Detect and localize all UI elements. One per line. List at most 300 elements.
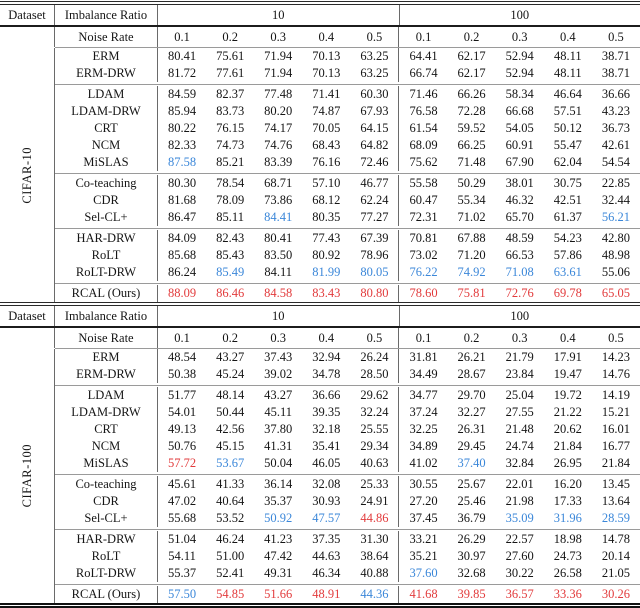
value-cell: 37.35 xyxy=(312,532,341,546)
value-cell: 24.91 xyxy=(350,493,399,510)
value-cell: 72.76 xyxy=(505,286,534,300)
row-values xyxy=(158,209,640,226)
imbalance-value-group xyxy=(158,5,640,25)
value-cell: 49.13 xyxy=(167,422,197,436)
value-cell: 44.63 xyxy=(312,549,341,563)
value-cell: 57.86 xyxy=(553,248,582,262)
row-values xyxy=(158,65,640,82)
value-cell: 67.90 xyxy=(505,155,534,169)
row-values xyxy=(158,421,640,438)
value-cell: 50.04 xyxy=(264,456,293,470)
value-cell: 29.62 xyxy=(350,387,399,404)
value-cell: 76.22 xyxy=(409,265,438,279)
value-cell: 66.26 xyxy=(457,87,486,101)
value-cell: 24.73 xyxy=(553,549,582,563)
value-cell: 80.35 xyxy=(312,210,341,224)
value-cell: 53.52 xyxy=(216,511,245,525)
value-cell: 75.81 xyxy=(457,286,486,300)
value-cell: 36.73 xyxy=(601,121,630,135)
table-row xyxy=(55,531,640,548)
value-cell: 71.08 xyxy=(505,265,534,279)
noise-rate-value: 0.4 xyxy=(559,29,576,44)
value-cell: 45.24 xyxy=(216,367,245,381)
value-cell: 46.24 xyxy=(216,532,245,546)
method-label: RoLT xyxy=(55,247,158,264)
value-cell: 47.02 xyxy=(167,494,197,508)
value-cell: 67.39 xyxy=(350,230,399,247)
value-cell: 35.37 xyxy=(264,494,293,508)
table-row xyxy=(55,285,640,302)
value-cell: 43.27 xyxy=(264,388,293,402)
value-cell: 51.00 xyxy=(216,549,245,563)
value-cell: 61.37 xyxy=(553,210,582,224)
value-cell: 21.98 xyxy=(505,494,534,508)
value-cell: 85.21 xyxy=(216,155,245,169)
value-cell: 48.54 xyxy=(167,350,197,364)
noise-rate-value: 0.4 xyxy=(318,29,335,44)
noise-rate-value: 0.5 xyxy=(608,330,624,345)
value-cell: 30.97 xyxy=(457,549,486,563)
value-cell: 84.58 xyxy=(264,286,293,300)
value-cell: 86.24 xyxy=(167,265,197,279)
value-cell: 71.94 xyxy=(264,66,293,80)
noise-rate-value: 0.1 xyxy=(174,29,190,44)
value-cell: 58.34 xyxy=(505,87,534,101)
method-label: NCM xyxy=(55,438,158,455)
table-row xyxy=(55,510,640,527)
noise-rate-value: 0.3 xyxy=(511,29,528,44)
value-cell: 78.54 xyxy=(216,176,245,190)
value-cell: 51.04 xyxy=(167,532,197,546)
dataset-header-spacer xyxy=(0,328,55,348)
noise-rate-value: 0.4 xyxy=(318,330,335,345)
method-label: Sel-CL+ xyxy=(55,510,158,527)
value-cell: 21.84 xyxy=(553,439,582,453)
group-divider-rule xyxy=(55,84,640,85)
value-cell: 41.68 xyxy=(409,587,438,601)
group-divider-rule xyxy=(55,173,640,174)
header-row-noise xyxy=(0,27,640,47)
noise-rate-values xyxy=(158,328,640,348)
value-cell: 39.35 xyxy=(312,405,341,419)
value-cell: 78.60 xyxy=(409,286,438,300)
noise-rate-label: Noise Rate xyxy=(55,328,158,348)
value-cell: 76.16 xyxy=(312,155,341,169)
method-label: NCM xyxy=(55,137,158,154)
imbalance-value-group xyxy=(158,306,640,326)
value-cell: 46.05 xyxy=(312,456,341,470)
method-label: CRT xyxy=(55,120,158,137)
value-cell: 34.77 xyxy=(409,388,438,402)
value-cell: 37.24 xyxy=(409,405,438,419)
value-cell: 32.44 xyxy=(601,193,630,207)
value-cell: 34.78 xyxy=(312,367,341,381)
value-cell: 76.58 xyxy=(409,104,438,118)
value-cell: 65.70 xyxy=(505,210,534,224)
value-cell: 83.73 xyxy=(216,104,245,118)
value-cell: 86.47 xyxy=(167,210,197,224)
row-values xyxy=(158,476,640,493)
value-cell: 32.18 xyxy=(312,422,341,436)
value-cell: 62.17 xyxy=(457,66,486,80)
value-cell: 36.66 xyxy=(312,388,341,402)
value-cell: 67.93 xyxy=(350,103,399,120)
value-cell: 41.02 xyxy=(409,456,438,470)
value-cell: 24.74 xyxy=(505,439,534,453)
value-cell: 19.47 xyxy=(553,367,582,381)
value-cell: 41.23 xyxy=(264,532,293,546)
value-cell: 50.38 xyxy=(167,367,197,381)
noise-rate-value: 0.5 xyxy=(608,29,624,44)
method-label: Co-teaching xyxy=(55,476,158,493)
value-cell: 48.11 xyxy=(553,66,582,80)
row-values xyxy=(158,438,640,455)
value-cell: 67.88 xyxy=(457,231,486,245)
row-values xyxy=(158,103,640,120)
noise-rate-label: Noise Rate xyxy=(55,27,158,47)
value-cell: 80.05 xyxy=(350,264,399,281)
method-label: ERM-DRW xyxy=(55,366,158,383)
value-cell: 15.21 xyxy=(601,405,630,419)
method-label: MiSLAS xyxy=(55,455,158,472)
table-row xyxy=(55,404,640,421)
imbalance-ratio-label: Imbalance Ratio xyxy=(55,306,158,326)
value-cell: 80.20 xyxy=(264,104,293,118)
value-cell: 83.39 xyxy=(264,155,293,169)
value-cell: 16.01 xyxy=(601,422,630,436)
row-values xyxy=(158,387,640,404)
method-label: RoLT xyxy=(55,548,158,565)
value-cell: 65.05 xyxy=(601,286,630,300)
value-cell: 37.43 xyxy=(264,350,293,364)
method-rows xyxy=(55,349,640,603)
method-label: Sel-CL+ xyxy=(55,209,158,226)
value-cell: 28.50 xyxy=(350,366,399,383)
table-row xyxy=(55,175,640,192)
value-cell: 39.02 xyxy=(264,367,293,381)
table-row xyxy=(55,387,640,404)
value-cell: 42.56 xyxy=(216,422,245,436)
value-cell: 33.21 xyxy=(409,532,438,546)
method-label: RCAL (Ours) xyxy=(55,285,158,302)
method-label: RoLT-DRW xyxy=(55,264,158,281)
value-cell: 54.54 xyxy=(601,155,630,169)
value-cell: 25.67 xyxy=(457,477,486,491)
value-cell: 48.91 xyxy=(312,587,341,601)
value-cell: 69.78 xyxy=(553,286,582,300)
value-cell: 64.82 xyxy=(350,137,399,154)
value-cell: 80.41 xyxy=(167,49,197,63)
value-cell: 46.64 xyxy=(553,87,582,101)
value-cell: 47.57 xyxy=(312,511,341,525)
value-cell: 40.63 xyxy=(350,455,399,472)
value-cell: 21.05 xyxy=(601,566,630,580)
value-cell: 66.53 xyxy=(505,248,534,262)
header-row-imbalance xyxy=(0,5,640,25)
value-cell: 25.04 xyxy=(505,388,534,402)
noise-rate-value: 0.4 xyxy=(559,330,576,345)
value-cell: 13.64 xyxy=(601,494,630,508)
value-cell: 60.91 xyxy=(505,138,534,152)
value-cell: 14.23 xyxy=(601,350,630,364)
value-cell: 66.74 xyxy=(409,66,438,80)
value-cell: 31.81 xyxy=(409,350,438,364)
value-cell: 38.64 xyxy=(350,548,399,565)
value-cell: 73.86 xyxy=(264,193,293,207)
value-cell: 64.41 xyxy=(409,49,438,63)
value-cell: 28.67 xyxy=(457,367,486,381)
value-cell: 47.42 xyxy=(264,549,293,563)
value-cell: 27.55 xyxy=(505,405,534,419)
row-values xyxy=(158,366,640,383)
value-cell: 21.79 xyxy=(505,350,534,364)
table-row xyxy=(55,247,640,264)
table-row xyxy=(55,455,640,472)
value-cell: 20.62 xyxy=(553,422,582,436)
dataset-header-spacer xyxy=(0,27,55,47)
value-cell: 18.98 xyxy=(553,532,582,546)
table-row xyxy=(55,349,640,366)
imbalance-value: 100 xyxy=(510,308,530,323)
value-cell: 14.78 xyxy=(601,532,630,546)
value-cell: 42.51 xyxy=(553,193,582,207)
value-cell: 30.55 xyxy=(409,477,438,491)
value-cell: 71.94 xyxy=(264,49,293,63)
value-cell: 62.04 xyxy=(553,155,582,169)
method-label: ERM xyxy=(55,48,158,65)
method-label: HAR-DRW xyxy=(55,230,158,247)
value-cell: 36.14 xyxy=(264,477,293,491)
value-cell: 85.49 xyxy=(216,265,245,279)
value-cell: 85.94 xyxy=(167,104,197,118)
value-cell: 54.11 xyxy=(168,549,196,563)
value-cell: 84.59 xyxy=(167,87,197,101)
table-row xyxy=(55,137,640,154)
row-values xyxy=(158,120,640,137)
header-row-imbalance xyxy=(0,306,640,326)
value-cell: 63.61 xyxy=(553,265,582,279)
value-cell: 82.37 xyxy=(216,87,245,101)
row-values xyxy=(158,586,640,603)
value-cell: 26.21 xyxy=(457,350,486,364)
value-cell: 27.60 xyxy=(505,549,534,563)
value-cell: 85.68 xyxy=(167,248,197,262)
table-row xyxy=(55,438,640,455)
value-cell: 16.77 xyxy=(601,439,630,453)
value-cell: 41.33 xyxy=(216,477,245,491)
value-cell: 26.24 xyxy=(350,349,399,366)
table-row xyxy=(55,476,640,493)
value-cell: 84.41 xyxy=(264,210,293,224)
noise-rate-value: 0.3 xyxy=(511,330,528,345)
value-cell: 22.01 xyxy=(505,477,534,491)
group-divider-rule xyxy=(55,529,640,530)
value-cell: 25.46 xyxy=(457,494,486,508)
value-cell: 83.50 xyxy=(264,248,293,262)
value-cell: 26.31 xyxy=(457,422,486,436)
value-cell: 44.36 xyxy=(350,586,399,603)
value-cell: 71.02 xyxy=(457,210,486,224)
value-cell: 78.96 xyxy=(350,247,399,264)
table-row xyxy=(55,586,640,603)
value-cell: 52.94 xyxy=(505,49,534,63)
value-cell: 22.85 xyxy=(601,176,630,190)
value-cell: 26.29 xyxy=(457,532,486,546)
value-cell: 22.57 xyxy=(505,532,534,546)
value-cell: 27.20 xyxy=(409,494,438,508)
row-values xyxy=(158,565,640,582)
value-cell: 45.15 xyxy=(216,439,245,453)
row-values xyxy=(158,455,640,472)
row-values xyxy=(158,493,640,510)
value-cell: 38.71 xyxy=(601,66,630,80)
value-cell: 61.54 xyxy=(409,121,438,135)
noise-rate-value: 0.2 xyxy=(463,29,480,44)
noise-rate-value: 0.2 xyxy=(222,29,238,44)
value-cell: 55.06 xyxy=(601,265,630,279)
method-label: CDR xyxy=(55,192,158,209)
value-cell: 57.51 xyxy=(553,104,582,118)
value-cell: 37.80 xyxy=(264,422,293,436)
group-divider-rule xyxy=(55,228,640,229)
value-cell: 75.62 xyxy=(409,155,438,169)
value-cell: 19.72 xyxy=(553,388,582,402)
dataset-cell xyxy=(0,48,55,302)
table-row xyxy=(55,209,640,226)
imbalance-ratio-label: Imbalance Ratio xyxy=(55,5,158,25)
row-values xyxy=(158,531,640,548)
value-cell: 57.72 xyxy=(167,456,197,470)
method-label: ERM-DRW xyxy=(55,65,158,82)
row-values xyxy=(158,285,640,302)
value-cell: 46.34 xyxy=(312,566,341,580)
table-row xyxy=(55,103,640,120)
value-cell: 56.21 xyxy=(601,210,630,224)
value-cell: 30.93 xyxy=(312,494,341,508)
value-cell: 50.44 xyxy=(216,405,245,419)
value-cell: 77.48 xyxy=(264,87,293,101)
value-cell: 32.25 xyxy=(409,422,438,436)
imbalance-value: 10 xyxy=(158,306,400,326)
value-cell: 38.01 xyxy=(505,176,534,190)
value-cell: 70.13 xyxy=(312,66,341,80)
value-cell: 54.01 xyxy=(167,405,197,419)
value-cell: 77.43 xyxy=(312,231,341,245)
value-cell: 20.14 xyxy=(601,549,630,563)
imbalance-value: 10 xyxy=(158,5,400,25)
value-cell: 26.58 xyxy=(553,566,582,580)
method-label: LDAM xyxy=(55,86,158,103)
method-label: HAR-DRW xyxy=(55,531,158,548)
dataset-name: CIFAR-100 xyxy=(19,444,34,508)
noise-rate-value: 0.2 xyxy=(222,330,238,345)
value-cell: 68.09 xyxy=(409,138,438,152)
value-cell: 74.73 xyxy=(216,138,245,152)
method-label: CDR xyxy=(55,493,158,510)
value-cell: 71.48 xyxy=(457,155,486,169)
value-cell: 46.32 xyxy=(505,193,534,207)
row-values xyxy=(158,404,640,421)
value-cell: 29.34 xyxy=(350,438,399,455)
value-cell: 30.26 xyxy=(601,587,630,601)
value-cell: 66.25 xyxy=(457,138,486,152)
value-cell: 54.05 xyxy=(505,121,534,135)
value-cell: 80.41 xyxy=(264,231,293,245)
value-cell: 74.92 xyxy=(457,265,486,279)
value-cell: 29.70 xyxy=(457,388,486,402)
value-cell: 54.85 xyxy=(216,587,245,601)
method-label: LDAM-DRW xyxy=(55,404,158,421)
value-cell: 63.25 xyxy=(350,48,399,65)
method-label: RCAL (Ours) xyxy=(55,586,158,603)
value-cell: 36.66 xyxy=(601,87,630,101)
table-row xyxy=(55,48,640,65)
value-cell: 32.94 xyxy=(312,350,341,364)
value-cell: 68.12 xyxy=(312,193,341,207)
value-cell: 55.68 xyxy=(167,511,197,525)
table-row xyxy=(55,120,640,137)
dataset-cell xyxy=(0,349,55,603)
value-cell: 78.09 xyxy=(216,193,245,207)
noise-rate-value: 0.1 xyxy=(174,330,190,345)
method-label: CRT xyxy=(55,421,158,438)
header-row-noise xyxy=(0,328,640,348)
value-cell: 33.36 xyxy=(553,587,582,601)
value-cell: 72.46 xyxy=(350,154,399,171)
row-values xyxy=(158,137,640,154)
value-cell: 68.71 xyxy=(264,176,293,190)
value-cell: 71.20 xyxy=(457,248,486,262)
value-cell: 50.29 xyxy=(457,176,486,190)
row-values xyxy=(158,247,640,264)
value-cell: 71.41 xyxy=(312,87,341,101)
value-cell: 13.45 xyxy=(601,477,630,491)
method-label: ERM xyxy=(55,349,158,366)
row-values xyxy=(158,192,640,209)
noise-rate-value: 0.5 xyxy=(350,27,399,47)
value-cell: 86.46 xyxy=(216,286,245,300)
method-label: RoLT-DRW xyxy=(55,565,158,582)
group-divider-rule xyxy=(55,283,640,284)
value-cell: 81.99 xyxy=(312,265,341,279)
value-cell: 85.43 xyxy=(216,248,245,262)
value-cell: 71.46 xyxy=(409,87,438,101)
value-cell: 87.58 xyxy=(167,155,197,169)
value-cell: 80.80 xyxy=(350,285,399,302)
value-cell: 17.33 xyxy=(553,494,582,508)
value-cell: 26.95 xyxy=(553,456,582,470)
value-cell: 66.68 xyxy=(505,104,534,118)
value-cell: 45.61 xyxy=(167,477,197,491)
value-cell: 55.34 xyxy=(457,193,486,207)
value-cell: 48.11 xyxy=(553,49,582,63)
value-cell: 45.11 xyxy=(264,405,293,419)
value-cell: 60.47 xyxy=(409,193,438,207)
noise-rate-value: 0.3 xyxy=(270,330,287,345)
value-cell: 44.86 xyxy=(350,510,399,527)
value-cell: 42.61 xyxy=(601,138,630,152)
value-cell: 84.09 xyxy=(167,231,197,245)
value-cell: 64.15 xyxy=(350,120,399,137)
cifar10-results-table xyxy=(0,5,640,302)
value-cell: 80.22 xyxy=(167,121,197,135)
method-rows xyxy=(55,48,640,302)
value-cell: 59.52 xyxy=(457,121,486,135)
value-cell: 60.30 xyxy=(350,86,399,103)
noise-rate-values xyxy=(158,27,640,47)
cifar100-results-table xyxy=(0,306,640,603)
value-cell: 25.55 xyxy=(350,421,399,438)
